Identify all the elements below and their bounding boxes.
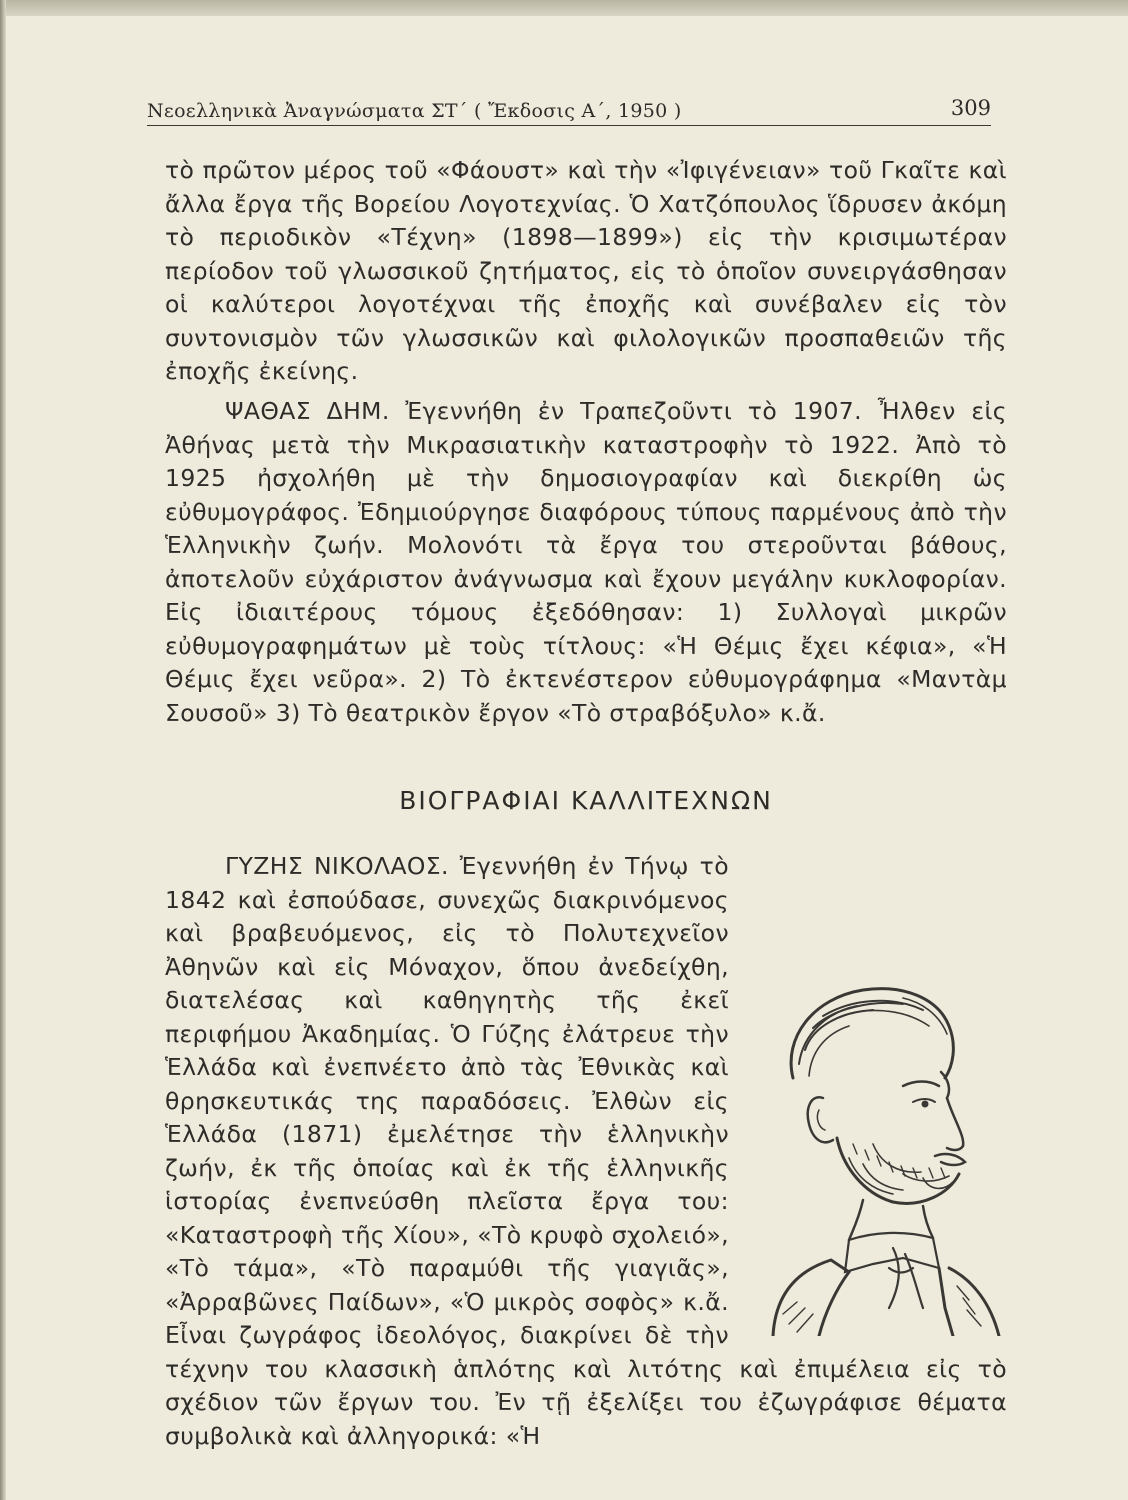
paragraph-hatzopoulos-continuation: τὸ πρῶτον μέρος τοῦ «Φάουστ» καὶ τὴν «Ἰφιγένειαν» τοῦ Γκαῖτε καὶ ἄλλα ἔργα τῆς Βορείου Λογοτεχνίας. Ὁ Χατζόπουλος ἵδρυσεν ἀκόμη τὸ περιοδικὸν «Τέχνη» (1898—1899») εἰς τὴν κρισιμωτέραν περίοδον τοῦ γλωσσικοῦ ζητήματος, εἰς τὸ ὁποῖον συνειργάσθησαν οἱ καλύτεροι λογοτέχναι τῆς ἐποχῆς καὶ συνέβαλεν εἰς τὸν συντονισμὸν τῶν γλωσσικῶν καὶ φιλολογικῶν προσπαθειῶν τῆς ἐποχῆς ἐκείνης. xyxy=(165,156,1007,385)
page-top-edge xyxy=(0,0,1128,16)
section-heading: ΒΙΟΓΡΑΦΙΑΙ ΚΑΛΛΙΤΕΧΝΩΝ xyxy=(399,786,773,815)
portrait-illustration xyxy=(753,968,1007,1336)
header-rule xyxy=(147,125,991,126)
paragraph-gyzis-biography xyxy=(165,850,1007,1453)
paragraph-psathas-biography: ΨΑΘΑΣ ΔΗΜ. Ἐγεννήθη ἐν Τραπεζοῦντι τὸ 1907. Ἦλθεν εἰς Ἀθήνας μετὰ τὴν Μικρασιατικὴν καταστροφὴν τὸ 1922. Ἀπὸ τὸ 1925 ἠσχολήθη μὲ τὴν δημοσιογραφίαν καὶ διεκρίθη ὡς εὐθυμογράφος. Ἐδημιούργησε διαφόρους τύπους παρμένους ἀπὸ τὴν Ἑλληνικὴν ζωήν. Μολονότι τὰ ἔργα του στεροῦνται βάθους, ἀποτελοῦν εὐχάριστον ἀνάγνωσμα καὶ ἔχουν μεγάλην κυκλοφορίαν. Εἰς ἰδιαιτέρους τόμους ἐξεδόθησαν: 1) Συλλογαὶ μικρῶν εὐθυμογραφημάτων μὲ τοὺς τίτλους: «Ἡ Θέμις ἔχει κέφια», «Ἡ Θέμις ἔχει νεῦρα». 2) Τὸ ἐκτενέστερον εὐθυμογράφημα «Μαντὰμ Σουσοῦ» 3) Τὸ θεατρικὸν ἔργον «Τὸ στραβόξυλο» κ.ἄ. xyxy=(165,397,1007,727)
paragraph-gyzis-text: ΓΥΖΗΣ ΝΙΚΟΛΑΟΣ. Ἐγεννήθη ἐν Τήνῳ τὸ 1842 καὶ ἐσπούδασε, συνεχῶς διακρινόμενος καὶ βραβευόμενος, εἰς τὸ Πολυτεχνεῖον Ἀθηνῶν καὶ εἰς Μόναχον, ὅπου ἀνεδείχθη, διατελέσας καὶ καθηγητὴς τῆς ἐκεῖ περιφήμου Ἀκαδημίας. Ὁ Γύζης ἐλάτρευε τὴν Ἑλλάδα καὶ ἐνεπνέετο ἀπὸ τὰς Ἐθνικὰς καὶ θρησκευτικάς της παραδόσεις. Ἐλθὼν εἰς Ἑλλάδα (1871) ἐμελέτησε τὴν ἑλληνικὴν ζωήν, ἐκ τῆς ὁποίας καὶ ἐκ τῆς ἑλληνικῆς ἱστορίας ἐνεπνεύσθη πλεῖστα ἔργα του: «Καταστροφὴ τῆς Χίου», «Τὸ κρυφὸ σχολειό», «Τὸ τάμα», «Τὸ παραμύθι τῆς γιαγιᾶς», «Ἀρραβῶνες Παίδων», «Ὁ μικρὸς σοφὸς» κ.ἄ. Εἶναι ζωγράφος ἰδεολόγος, διακρίνει δὲ τὴν τέχνην του κλασσικὴ ἁπλότης καὶ λιτότης καὶ ἐπιμέλεια εἰς τὸ σχέδιον τῶν ἔργων του. Ἐν τῇ ἐξελίξει του ἐζωγράφισε θέματα συμβολικὰ καὶ ἀλληγορικά: «Ἡ xyxy=(165,852,1007,1450)
running-header xyxy=(147,96,991,126)
header-title: Νεοελληνικὰ Ἀναγνώσματα ΣΤ΄ ( Ἔκδοσις Α΄, 1950 ) xyxy=(147,100,682,122)
page-binding-edge xyxy=(0,0,6,1500)
portrait-sketch-image xyxy=(753,968,1007,1336)
page-number: 309 xyxy=(950,96,991,120)
